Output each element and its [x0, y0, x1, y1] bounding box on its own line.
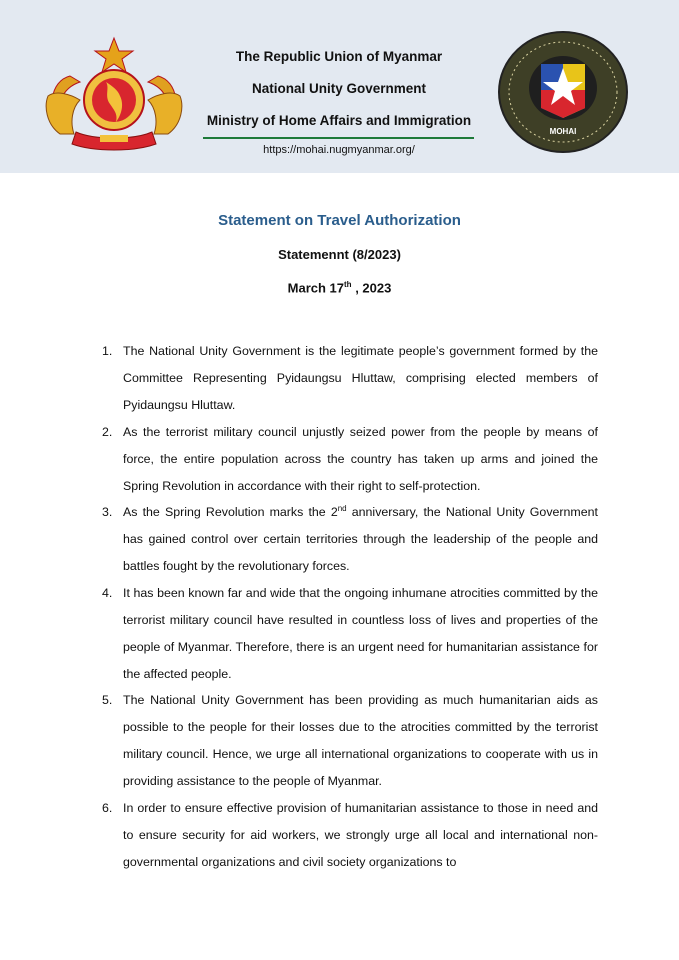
list-item: [102, 499, 598, 580]
letterhead: [0, 0, 679, 173]
list-item: [102, 795, 598, 876]
item-number: 1.: [102, 344, 113, 358]
item-text: The National Unity Government is the legitimate people’s government formed by the Committee Representing Pyidaungsu Hluttaw, comprising elected members of Pyidaungsu Hluttaw.: [123, 344, 598, 412]
statement-list: [102, 338, 598, 875]
state-emblem-icon: [40, 36, 188, 152]
item-text: In order to ensure effective provision of humanitarian assistance to those in need and to ensure security for aid workers, we strongly urge all local and international non-governmental organizations and civil society organizations to: [123, 800, 598, 869]
mohai-logo-text: MOHAI: [549, 127, 577, 136]
item-text: As the Spring Revolution marks the 2nd anniversary, the National Unity Government has gained control over certain territories through the leadership of the people and battles fought by the revolutionary forces.: [123, 503, 598, 573]
item-text: As the terrorist military council unjustly seized power from the people by means of force, the entire population across the country has taken up arms and joined the Spring Revolution in accordance with their right to self-protection.: [123, 424, 598, 493]
item-text: The National Unity Government has been providing as much humanitarian aids as possible to the people for their losses due to the atrocities committed by the terrorist military council. Hence, we urge all international organizations to cooperate with us in providing assistance to the people of Myanmar.: [123, 693, 598, 788]
website-url[interactable]: https://mohai.nugmyanmar.org/: [263, 144, 415, 156]
government-name: National Unity Government: [251, 81, 427, 96]
statement-number: Statemennt (8/2023): [278, 247, 401, 262]
list-item: [102, 687, 598, 795]
list-item: [102, 419, 598, 500]
country-name: The Republic Union of Myanmar: [235, 49, 443, 64]
ministry-name: Ministry of Home Affairs and Immigration: [206, 113, 472, 128]
mohai-seal-icon: [496, 30, 630, 154]
list-item: [102, 580, 598, 688]
header-divider: [203, 137, 474, 139]
item-number: 3.: [102, 505, 113, 519]
statement-date: March 17th , 2023: [287, 280, 392, 296]
statement-title: Statement on Travel Authorization: [218, 212, 461, 229]
item-number: 6.: [102, 800, 113, 815]
item-number: 4.: [102, 585, 113, 600]
list-item: [102, 338, 598, 419]
item-text: It has been known far and wide that the ongoing inhumane atrocities committed by the terrorist military council have resulted in countless loss of lives and properties of the people of Myanmar. Therefore, there is an urgent need for humanitarian assistance for the affected people.: [123, 585, 598, 681]
item-number: 2.: [102, 424, 113, 439]
item-number: 5.: [102, 693, 113, 707]
